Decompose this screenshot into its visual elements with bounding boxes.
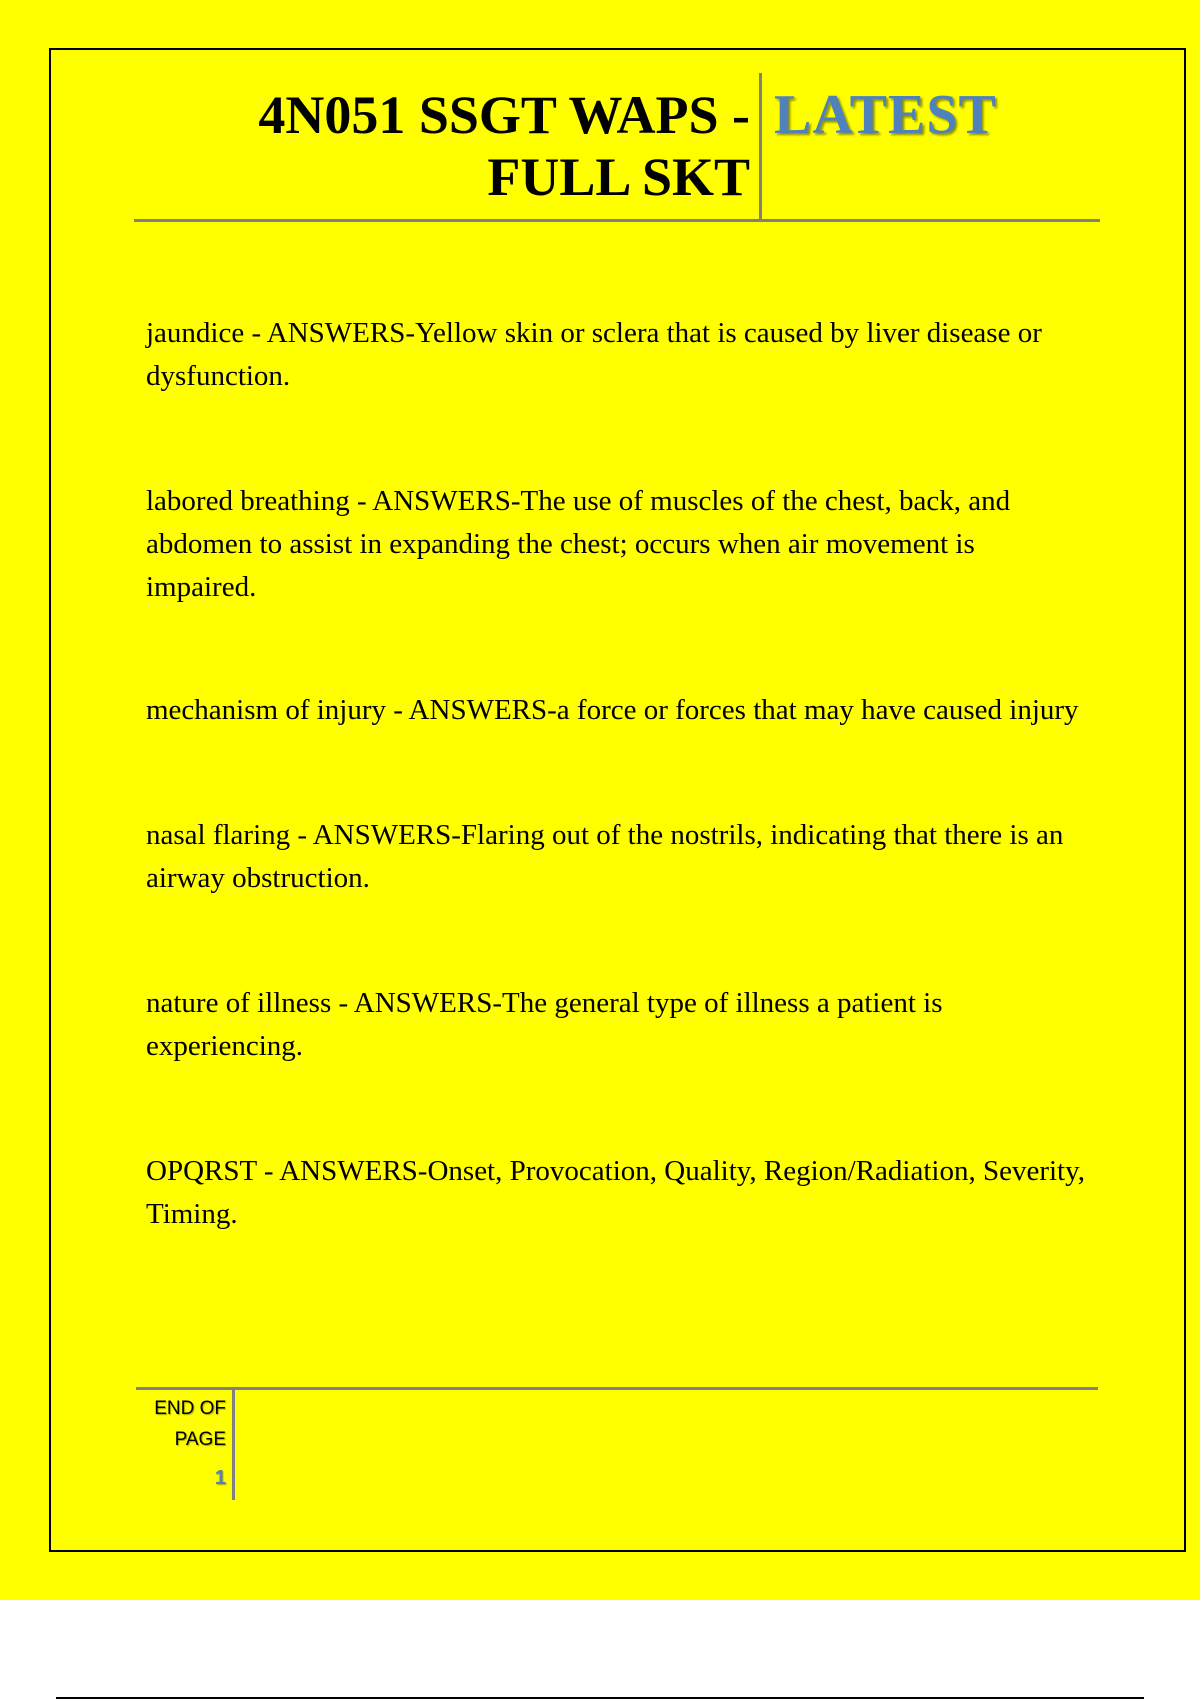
flashcard-list [146,312,1086,1318]
flashcard-entry: OPQRST - ANSWERS-Onset, Provocation, Quality, Region/Radiation, Severity, Timing. [146,1155,1085,1230]
flashcard-entry: jaundice - ANSWERS-Yellow skin or sclera that is caused by liver disease or dysfunction. [146,317,1042,392]
flashcard-entry: nasal flaring - ANSWERS-Flaring out of the nostrils, indicating that there is an airway obstruction. [146,819,1064,894]
bottom-rule [56,1697,1144,1699]
footer-label-line-1: END OF [154,1398,226,1419]
flashcard-entry: labored breathing - ANSWERS-The use of muscles of the chest, back, and abdomen to assist in expanding the chest; occurs when air movement is impaired. [146,485,1011,603]
footer-divider-vertical [232,1389,235,1500]
footer-label-line-2: PAGE [174,1429,226,1450]
header-divider-vertical [759,73,762,219]
latest-badge: LATEST [774,84,997,146]
flashcard-entry: nature of illness - ANSWERS-The general type of illness a patient is experiencing. [146,987,943,1062]
footer-divider-horizontal [136,1387,1098,1390]
document-title [150,84,750,208]
title-line-1: 4N051 SSGT WAPS - [258,85,750,145]
end-of-page-label [140,1393,226,1455]
title-line-2: FULL SKT [487,147,750,207]
flashcard-entry: mechanism of injury - ANSWERS-a force or forces that may have caused injury [146,694,1079,726]
page-number: 1 [214,1467,226,1489]
header-divider-horizontal [134,219,1100,222]
